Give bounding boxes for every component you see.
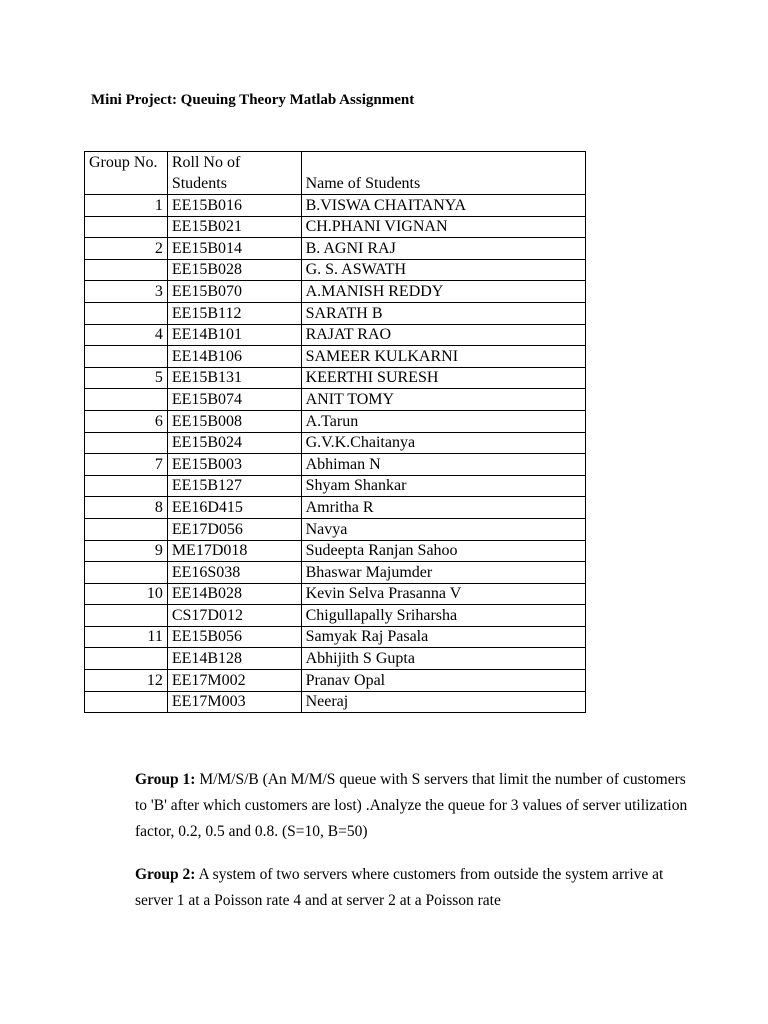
student-name-cell: Neeraj (301, 691, 585, 713)
group-no-cell (85, 216, 168, 238)
roll-no-cell: EE16D415 (167, 497, 301, 519)
student-name-cell: A.Tarun (301, 410, 585, 432)
student-name-cell: B.VISWA CHAITANYA (301, 195, 585, 217)
group-no-cell (85, 518, 168, 540)
student-name-cell: Abhijith S Gupta (301, 648, 585, 670)
group-no-cell: 8 (85, 497, 168, 519)
table-row (85, 410, 586, 432)
group-no-cell (85, 648, 168, 670)
group-no-cell (85, 346, 168, 368)
group-no-cell: 6 (85, 410, 168, 432)
group-no-cell (85, 562, 168, 584)
table-row (85, 518, 586, 540)
table-row (85, 562, 586, 584)
roll-no-cell: EE15B070 (167, 281, 301, 303)
table-row (85, 605, 586, 627)
roll-no-cell: EE15B127 (167, 475, 301, 497)
group-no-cell: 3 (85, 281, 168, 303)
table-row (85, 670, 586, 692)
roll-no-cell: EE15B003 (167, 454, 301, 476)
roll-no-cell: EE17M003 (167, 691, 301, 713)
group-no-cell: 10 (85, 583, 168, 605)
roll-no-cell: CS17D012 (167, 605, 301, 627)
student-name-cell: RAJAT RAO (301, 324, 585, 346)
roll-no-cell: EE15B016 (167, 195, 301, 217)
student-name-cell: Chigullapally Sriharsha (301, 605, 585, 627)
roll-no-cell: EE15B056 (167, 626, 301, 648)
group-1-description (135, 767, 695, 845)
roll-no-cell: EE14B101 (167, 324, 301, 346)
group-no-cell: 7 (85, 454, 168, 476)
header-roll-no: Roll No of Students (167, 152, 301, 195)
group-no-cell: 4 (85, 324, 168, 346)
roll-no-cell: EE15B112 (167, 302, 301, 324)
table-row (85, 389, 586, 411)
table-row (85, 281, 586, 303)
group-no-cell: 9 (85, 540, 168, 562)
roll-no-cell: EE14B128 (167, 648, 301, 670)
table-row (85, 216, 586, 238)
table-row (85, 432, 586, 454)
group-no-cell: 5 (85, 367, 168, 389)
group-no-cell (85, 389, 168, 411)
student-name-cell: Amritha R (301, 497, 585, 519)
group-1-text: M/M/S/B (An M/M/S queue with S servers that limit the number of customers to 'B' after which customers are lost) .Analyze the queue for 3 values of server utilization factor, 0.2, 0.5 and 0.8. (S=10, B=50) (135, 771, 688, 840)
group-no-cell: 1 (85, 195, 168, 217)
table-row (85, 302, 586, 324)
table-body (85, 195, 586, 713)
table-row (85, 367, 586, 389)
group-no-cell (85, 302, 168, 324)
student-name-cell: KEERTHI SURESH (301, 367, 585, 389)
student-name-cell: ANIT TOMY (301, 389, 585, 411)
roll-no-cell: EE16S038 (167, 562, 301, 584)
group-no-cell: 12 (85, 670, 168, 692)
table-row (85, 497, 586, 519)
header-group-no: Group No. (85, 152, 168, 195)
table-row (85, 583, 586, 605)
roll-no-cell: EE14B028 (167, 583, 301, 605)
student-name-cell: A.MANISH REDDY (301, 281, 585, 303)
roll-no-cell: EE15B014 (167, 238, 301, 260)
student-name-cell: Abhiman N (301, 454, 585, 476)
group-no-cell: 2 (85, 238, 168, 260)
table-row (85, 454, 586, 476)
group-1-label: Group 1: (135, 771, 196, 788)
group-no-cell (85, 259, 168, 281)
group-2-description (135, 862, 695, 914)
student-name-cell: Bhaswar Majumder (301, 562, 585, 584)
header-student-name: Name of Students (301, 152, 585, 195)
group-no-cell (85, 475, 168, 497)
student-name-cell: Samyak Raj Pasala (301, 626, 585, 648)
roll-no-cell: EE14B106 (167, 346, 301, 368)
student-name-cell: Pranav Opal (301, 670, 585, 692)
student-name-cell: Kevin Selva Prasanna V (301, 583, 585, 605)
student-name-cell: Shyam Shankar (301, 475, 585, 497)
student-name-cell: G. S. ASWATH (301, 259, 585, 281)
table-row (85, 475, 586, 497)
roll-no-cell: EE15B008 (167, 410, 301, 432)
roll-no-cell: EE17D056 (167, 518, 301, 540)
student-name-cell: Navya (301, 518, 585, 540)
table-row (85, 195, 586, 217)
group-no-cell (85, 691, 168, 713)
table-row (85, 238, 586, 260)
student-name-cell: G.V.K.Chaitanya (301, 432, 585, 454)
table-row (85, 346, 586, 368)
table-row (85, 540, 586, 562)
table-row (85, 626, 586, 648)
table-row (85, 691, 586, 713)
document-title: Mini Project: Queuing Theory Matlab Assignment (91, 92, 415, 108)
group-2-label: Group 2: (135, 866, 196, 883)
roll-no-cell: ME17D018 (167, 540, 301, 562)
group-no-cell (85, 605, 168, 627)
student-roster-table (84, 151, 586, 713)
student-name-cell: Sudeepta Ranjan Sahoo (301, 540, 585, 562)
table-row (85, 259, 586, 281)
roll-no-cell: EE15B131 (167, 367, 301, 389)
roll-no-cell: EE15B024 (167, 432, 301, 454)
roll-no-cell: EE17M002 (167, 670, 301, 692)
student-name-cell: SAMEER KULKARNI (301, 346, 585, 368)
roll-no-cell: EE15B028 (167, 259, 301, 281)
group-no-cell: 11 (85, 626, 168, 648)
table-row (85, 324, 586, 346)
roll-no-cell: EE15B021 (167, 216, 301, 238)
student-name-cell: SARATH B (301, 302, 585, 324)
group-2-text: A system of two servers where customers from outside the system arrive at server 1 at a Poisson rate 4 and at server 2 at a Poisson rate (135, 866, 664, 909)
table-header-row (85, 152, 586, 195)
student-name-cell: CH.PHANI VIGNAN (301, 216, 585, 238)
student-name-cell: B. AGNI RAJ (301, 238, 585, 260)
table-row (85, 648, 586, 670)
group-no-cell (85, 432, 168, 454)
roll-no-cell: EE15B074 (167, 389, 301, 411)
